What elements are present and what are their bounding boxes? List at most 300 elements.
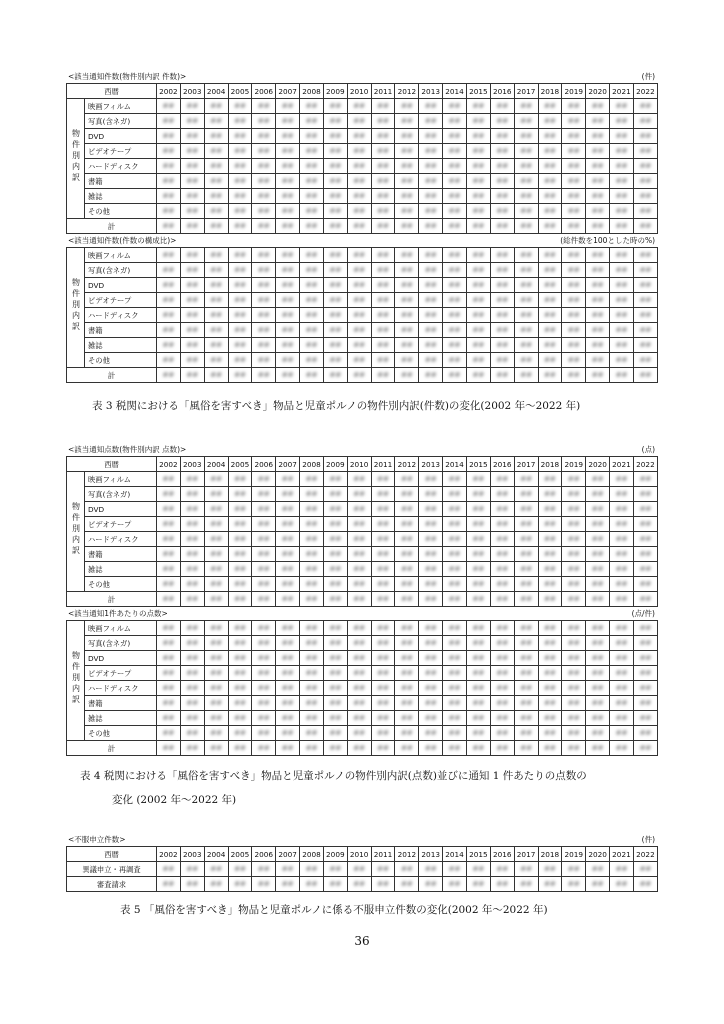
redacted-cell: ##: [490, 129, 514, 144]
redacted-cell: ##: [419, 204, 443, 219]
redacted-cell: ##: [610, 219, 634, 234]
redacted-cell: ##: [276, 621, 300, 636]
redacted-cell: ##: [490, 353, 514, 368]
redacted-cell: ##: [371, 263, 395, 278]
redacted-cell: ##: [538, 681, 562, 696]
era-header: 西暦: [67, 847, 157, 862]
year-cell: 2018: [538, 847, 562, 862]
redacted-cell: ##: [443, 651, 467, 666]
redacted-cell: ##: [323, 353, 347, 368]
redacted-cell: ##: [610, 502, 634, 517]
table-row: [67, 577, 658, 592]
redacted-cell: ##: [562, 293, 586, 308]
redacted-cell: ##: [276, 278, 300, 293]
redacted-cell: ##: [228, 532, 252, 547]
redacted-cell: ##: [586, 681, 610, 696]
redacted-cell: ##: [538, 666, 562, 681]
redacted-cell: ##: [371, 621, 395, 636]
redacted-cell: ##: [419, 353, 443, 368]
redacted-cell: ##: [276, 189, 300, 204]
redacted-cell: ##: [395, 877, 419, 892]
redacted-cell: ##: [419, 547, 443, 562]
redacted-cell: ##: [180, 99, 204, 114]
redacted-cell: ##: [395, 293, 419, 308]
redacted-cell: ##: [538, 174, 562, 189]
row-label: 写真(含ネガ): [85, 636, 157, 651]
redacted-cell: ##: [180, 368, 204, 383]
redacted-cell: ##: [228, 308, 252, 323]
year-cell: 2020: [586, 457, 610, 472]
redacted-cell: ##: [347, 159, 371, 174]
redacted-cell: ##: [490, 621, 514, 636]
redacted-cell: ##: [180, 592, 204, 607]
redacted-cell: ##: [323, 517, 347, 532]
table4-caption-line2: 変化 (2002 年～2022 年): [112, 794, 237, 806]
redacted-cell: ##: [347, 636, 371, 651]
redacted-cell: ##: [252, 726, 276, 741]
year-cell: 2019: [562, 457, 586, 472]
redacted-cell: ##: [562, 129, 586, 144]
redacted-cell: ##: [514, 562, 538, 577]
redacted-cell: ##: [443, 636, 467, 651]
year-cell: 2003: [180, 84, 204, 99]
redacted-cell: ##: [347, 502, 371, 517]
year-cell: 2008: [300, 847, 324, 862]
year-cell: 2011: [371, 847, 395, 862]
redacted-cell: ##: [610, 293, 634, 308]
redacted-cell: ##: [323, 323, 347, 338]
redacted-cell: ##: [562, 114, 586, 129]
redacted-cell: ##: [371, 532, 395, 547]
redacted-cell: ##: [490, 338, 514, 353]
redacted-cell: ##: [157, 741, 181, 756]
redacted-cell: ##: [466, 621, 490, 636]
redacted-cell: ##: [490, 877, 514, 892]
redacted-cell: ##: [419, 651, 443, 666]
redacted-cell: ##: [562, 696, 586, 711]
year-cell: 2002: [157, 84, 181, 99]
redacted-cell: ##: [610, 159, 634, 174]
redacted-cell: ##: [323, 741, 347, 756]
redacted-cell: ##: [252, 248, 276, 263]
redacted-cell: ##: [514, 592, 538, 607]
redacted-cell: ##: [204, 502, 228, 517]
redacted-cell: ##: [562, 726, 586, 741]
redacted-cell: ##: [538, 487, 562, 502]
redacted-cell: ##: [610, 487, 634, 502]
redacted-cell: ##: [276, 666, 300, 681]
redacted-cell: ##: [633, 368, 657, 383]
year-cell: 2011: [371, 457, 395, 472]
redacted-cell: ##: [204, 278, 228, 293]
redacted-cell: ##: [419, 741, 443, 756]
redacted-cell: ##: [443, 293, 467, 308]
redacted-cell: ##: [443, 547, 467, 562]
redacted-cell: ##: [371, 204, 395, 219]
redacted-cell: ##: [204, 681, 228, 696]
redacted-cell: ##: [610, 726, 634, 741]
row-label: 雑誌: [85, 189, 157, 204]
redacted-cell: ##: [180, 666, 204, 681]
redacted-cell: ##: [586, 726, 610, 741]
table5-header: [66, 833, 658, 846]
year-cell: 2017: [514, 457, 538, 472]
redacted-cell: ##: [466, 129, 490, 144]
redacted-cell: ##: [347, 129, 371, 144]
year-cell: 2012: [395, 847, 419, 862]
redacted-cell: ##: [538, 726, 562, 741]
redacted-cell: ##: [228, 114, 252, 129]
redacted-cell: ##: [633, 338, 657, 353]
redacted-cell: ##: [157, 562, 181, 577]
redacted-cell: ##: [490, 517, 514, 532]
redacted-cell: ##: [538, 204, 562, 219]
table3-caption: 表 3 税関における「風俗を害すべき」物品と児童ポルノの物件別内訳(件数)の変化(2002 年～2022 年): [92, 400, 581, 412]
redacted-cell: ##: [586, 862, 610, 877]
table5-title: <不服申立件数>: [68, 835, 126, 844]
year-cell: 2003: [180, 847, 204, 862]
redacted-cell: ##: [562, 308, 586, 323]
table-row: [67, 562, 658, 577]
redacted-cell: ##: [371, 726, 395, 741]
redacted-cell: ##: [371, 517, 395, 532]
redacted-cell: ##: [300, 278, 324, 293]
redacted-cell: ##: [610, 877, 634, 892]
redacted-cell: ##: [204, 862, 228, 877]
redacted-cell: ##: [252, 862, 276, 877]
redacted-cell: ##: [466, 99, 490, 114]
year-header-row: [67, 847, 658, 862]
redacted-cell: ##: [443, 577, 467, 592]
redacted-cell: ##: [300, 159, 324, 174]
redacted-cell: ##: [228, 159, 252, 174]
redacted-cell: ##: [347, 189, 371, 204]
redacted-cell: ##: [371, 696, 395, 711]
redacted-cell: ##: [347, 577, 371, 592]
redacted-cell: ##: [490, 472, 514, 487]
redacted-cell: ##: [586, 189, 610, 204]
redacted-cell: ##: [180, 577, 204, 592]
redacted-cell: ##: [276, 726, 300, 741]
redacted-cell: ##: [419, 577, 443, 592]
redacted-cell: ##: [490, 741, 514, 756]
redacted-cell: ##: [371, 577, 395, 592]
redacted-cell: ##: [276, 129, 300, 144]
table-row: [67, 681, 658, 696]
redacted-cell: ##: [323, 877, 347, 892]
redacted-cell: ##: [633, 159, 657, 174]
redacted-cell: ##: [204, 159, 228, 174]
year-header-row: [67, 457, 658, 472]
redacted-cell: ##: [586, 592, 610, 607]
redacted-cell: ##: [395, 219, 419, 234]
redacted-cell: ##: [490, 308, 514, 323]
redacted-cell: ##: [610, 862, 634, 877]
redacted-cell: ##: [419, 636, 443, 651]
redacted-cell: ##: [443, 278, 467, 293]
redacted-cell: ##: [443, 877, 467, 892]
year-cell: 2008: [300, 84, 324, 99]
redacted-cell: ##: [610, 681, 634, 696]
redacted-cell: ##: [157, 338, 181, 353]
redacted-cell: ##: [228, 726, 252, 741]
redacted-cell: ##: [633, 219, 657, 234]
redacted-cell: ##: [300, 99, 324, 114]
redacted-cell: ##: [562, 502, 586, 517]
redacted-cell: ##: [323, 696, 347, 711]
redacted-cell: ##: [443, 189, 467, 204]
redacted-cell: ##: [443, 562, 467, 577]
redacted-cell: ##: [443, 487, 467, 502]
redacted-cell: ##: [538, 114, 562, 129]
row-label: 書籍: [85, 323, 157, 338]
redacted-cell: ##: [395, 174, 419, 189]
redacted-cell: ##: [228, 174, 252, 189]
redacted-cell: ##: [204, 696, 228, 711]
redacted-cell: ##: [395, 592, 419, 607]
redacted-cell: ##: [252, 129, 276, 144]
redacted-cell: ##: [562, 144, 586, 159]
redacted-cell: ##: [538, 219, 562, 234]
redacted-cell: ##: [443, 502, 467, 517]
redacted-cell: ##: [323, 219, 347, 234]
table5-unit: (件): [641, 835, 655, 844]
redacted-cell: ##: [610, 532, 634, 547]
redacted-cell: ##: [466, 144, 490, 159]
redacted-cell: ##: [538, 308, 562, 323]
redacted-cell: ##: [347, 562, 371, 577]
redacted-cell: ##: [633, 562, 657, 577]
redacted-cell: ##: [514, 577, 538, 592]
redacted-cell: ##: [228, 323, 252, 338]
redacted-cell: ##: [514, 144, 538, 159]
redacted-cell: ##: [228, 263, 252, 278]
redacted-cell: ##: [157, 621, 181, 636]
redacted-cell: ##: [323, 278, 347, 293]
redacted-cell: ##: [395, 741, 419, 756]
year-cell: 2005: [228, 457, 252, 472]
redacted-cell: ##: [610, 278, 634, 293]
redacted-cell: ##: [419, 532, 443, 547]
table-row: [67, 547, 658, 562]
redacted-cell: ##: [443, 862, 467, 877]
row-label: 雑誌: [85, 562, 157, 577]
redacted-cell: ##: [276, 159, 300, 174]
row-label: ビデオテープ: [85, 517, 157, 532]
redacted-cell: ##: [204, 577, 228, 592]
redacted-cell: ##: [562, 621, 586, 636]
row-label: 雑誌: [85, 338, 157, 353]
redacted-cell: ##: [538, 144, 562, 159]
redacted-cell: ##: [633, 308, 657, 323]
redacted-cell: ##: [204, 189, 228, 204]
redacted-cell: ##: [633, 711, 657, 726]
year-cell: 2007: [276, 457, 300, 472]
redacted-cell: ##: [514, 651, 538, 666]
year-cell: 2015: [466, 457, 490, 472]
redacted-cell: ##: [466, 562, 490, 577]
redacted-cell: ##: [204, 323, 228, 338]
redacted-cell: ##: [157, 159, 181, 174]
redacted-cell: ##: [204, 592, 228, 607]
redacted-cell: ##: [323, 293, 347, 308]
row-label: 写真(含ネガ): [85, 114, 157, 129]
redacted-cell: ##: [514, 547, 538, 562]
redacted-cell: ##: [562, 651, 586, 666]
redacted-cell: ##: [443, 726, 467, 741]
year-cell: 2006: [252, 84, 276, 99]
redacted-cell: ##: [157, 592, 181, 607]
redacted-cell: ##: [157, 502, 181, 517]
redacted-cell: ##: [347, 877, 371, 892]
redacted-cell: ##: [323, 189, 347, 204]
redacted-cell: ##: [395, 204, 419, 219]
redacted-cell: ##: [538, 741, 562, 756]
redacted-cell: ##: [180, 681, 204, 696]
redacted-cell: ##: [347, 99, 371, 114]
redacted-cell: ##: [157, 189, 181, 204]
redacted-cell: ##: [586, 696, 610, 711]
redacted-cell: ##: [347, 621, 371, 636]
redacted-cell: ##: [490, 681, 514, 696]
redacted-cell: ##: [180, 877, 204, 892]
redacted-cell: ##: [300, 368, 324, 383]
redacted-cell: ##: [252, 696, 276, 711]
redacted-cell: ##: [562, 741, 586, 756]
redacted-cell: ##: [276, 114, 300, 129]
redacted-cell: ##: [204, 204, 228, 219]
redacted-cell: ##: [633, 726, 657, 741]
redacted-cell: ##: [466, 472, 490, 487]
redacted-cell: ##: [323, 144, 347, 159]
redacted-cell: ##: [490, 159, 514, 174]
redacted-cell: ##: [300, 174, 324, 189]
redacted-cell: ##: [204, 547, 228, 562]
redacted-cell: ##: [633, 353, 657, 368]
year-cell: 2021: [610, 847, 634, 862]
redacted-cell: ##: [276, 368, 300, 383]
redacted-cell: ##: [276, 577, 300, 592]
redacted-cell: ##: [419, 472, 443, 487]
redacted-cell: ##: [466, 666, 490, 681]
redacted-cell: ##: [610, 696, 634, 711]
redacted-cell: ##: [538, 248, 562, 263]
year-cell: 2012: [395, 84, 419, 99]
redacted-cell: ##: [395, 323, 419, 338]
redacted-cell: ##: [633, 517, 657, 532]
year-cell: 2014: [443, 457, 467, 472]
redacted-cell: ##: [371, 862, 395, 877]
redacted-cell: ##: [371, 681, 395, 696]
year-cell: 2015: [466, 84, 490, 99]
redacted-cell: ##: [371, 338, 395, 353]
table-row: [67, 711, 658, 726]
redacted-cell: ##: [586, 368, 610, 383]
redacted-cell: ##: [562, 666, 586, 681]
redacted-cell: ##: [610, 144, 634, 159]
redacted-cell: ##: [300, 338, 324, 353]
redacted-cell: ##: [347, 651, 371, 666]
redacted-cell: ##: [300, 681, 324, 696]
redacted-cell: ##: [538, 651, 562, 666]
redacted-cell: ##: [490, 114, 514, 129]
redacted-cell: ##: [514, 204, 538, 219]
redacted-cell: ##: [466, 487, 490, 502]
row-label: 写真(含ネガ): [85, 263, 157, 278]
redacted-cell: ##: [300, 532, 324, 547]
redacted-cell: ##: [323, 547, 347, 562]
redacted-cell: ##: [180, 204, 204, 219]
redacted-cell: ##: [610, 114, 634, 129]
redacted-cell: ##: [204, 263, 228, 278]
redacted-cell: ##: [538, 862, 562, 877]
redacted-cell: ##: [586, 263, 610, 278]
redacted-cell: ##: [466, 323, 490, 338]
redacted-cell: ##: [323, 592, 347, 607]
redacted-cell: ##: [180, 353, 204, 368]
redacted-cell: ##: [538, 517, 562, 532]
redacted-cell: ##: [443, 204, 467, 219]
redacted-cell: ##: [562, 219, 586, 234]
redacted-cell: ##: [514, 487, 538, 502]
row-label: 映画フィルム: [85, 621, 157, 636]
year-cell: 2016: [490, 84, 514, 99]
table-row: [67, 248, 658, 263]
table3-counts-table: [66, 83, 658, 234]
redacted-cell: ##: [633, 114, 657, 129]
redacted-cell: ##: [633, 129, 657, 144]
redacted-cell: ##: [347, 263, 371, 278]
redacted-cell: ##: [466, 502, 490, 517]
redacted-cell: ##: [562, 681, 586, 696]
table-row: [67, 278, 658, 293]
redacted-cell: ##: [443, 159, 467, 174]
year-cell: 2005: [228, 847, 252, 862]
redacted-cell: ##: [228, 681, 252, 696]
redacted-cell: ##: [466, 338, 490, 353]
redacted-cell: ##: [276, 219, 300, 234]
row-label: ハードディスク: [85, 308, 157, 323]
redacted-cell: ##: [252, 144, 276, 159]
redacted-cell: ##: [371, 562, 395, 577]
redacted-cell: ##: [514, 532, 538, 547]
redacted-cell: ##: [228, 353, 252, 368]
table-row: [67, 174, 658, 189]
redacted-cell: ##: [419, 726, 443, 741]
redacted-cell: ##: [610, 99, 634, 114]
redacted-cell: ##: [490, 219, 514, 234]
redacted-cell: ##: [514, 353, 538, 368]
redacted-cell: ##: [538, 129, 562, 144]
redacted-cell: ##: [204, 666, 228, 681]
redacted-cell: ##: [419, 263, 443, 278]
redacted-cell: ##: [347, 114, 371, 129]
redacted-cell: ##: [252, 368, 276, 383]
redacted-cell: ##: [323, 636, 347, 651]
row-label: 書籍: [85, 696, 157, 711]
row-label: その他: [85, 726, 157, 741]
redacted-cell: ##: [347, 278, 371, 293]
redacted-cell: ##: [514, 862, 538, 877]
redacted-cell: ##: [586, 353, 610, 368]
table4-section1-header: [66, 443, 658, 456]
redacted-cell: ##: [395, 651, 419, 666]
redacted-cell: ##: [610, 636, 634, 651]
redacted-cell: ##: [204, 129, 228, 144]
row-label: DVD: [85, 278, 157, 293]
table-row: [67, 726, 658, 741]
redacted-cell: ##: [252, 877, 276, 892]
